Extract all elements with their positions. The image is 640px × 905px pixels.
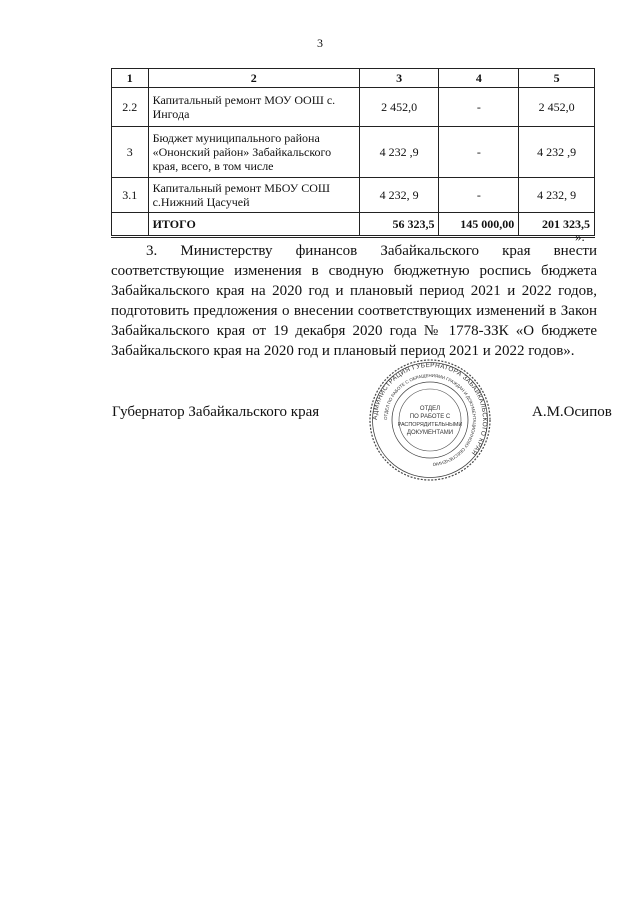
- table-row: [112, 88, 595, 127]
- row-value-4: -: [439, 88, 519, 127]
- row-value-3: 2 452,0: [359, 88, 439, 127]
- column-header: 4: [439, 69, 519, 88]
- official-stamp: [368, 358, 492, 482]
- stamp-line-2: ПО РАБОТЕ С: [409, 414, 451, 420]
- signatory-name: А.М.Осипов: [532, 404, 612, 420]
- table-header-row: [112, 69, 595, 88]
- column-header: 5: [519, 69, 595, 88]
- closing-quote: ».: [575, 229, 585, 244]
- column-header: 1: [112, 69, 149, 88]
- row-name: Бюджет муниципального района «Ононский район» Забайкальского края, всего, в том числе: [148, 127, 359, 178]
- budget-table: [111, 68, 595, 238]
- table-total-row: [112, 213, 595, 237]
- total-value-3: 56 323,5: [359, 213, 439, 237]
- row-value-5: 4 232 ,9: [519, 127, 595, 178]
- stamp-line-1: ОТДЕЛ: [419, 406, 441, 412]
- column-header: 3: [359, 69, 439, 88]
- signatory-position: Губернатор Забайкальского края: [112, 404, 320, 420]
- table-row: [112, 127, 595, 178]
- row-value-3: 4 232, 9: [359, 178, 439, 213]
- column-header: 2: [148, 69, 359, 88]
- paragraph-3: 3. Министерству финансов Забайкальского края внести соответствующие изменения в сводную бюджетную роспись бюджета Забайкальского края на 2020 год и плановый период 2021 и 2022 годов, подготовить предложения о внесении соответствующих изменений в Закон Забайкальского края от 19 декабря 2020 года № 1778-ЗЗК «О бюджете Забайкальского края на 2020 год и плановый период 2021 и 2022 годов».: [111, 243, 597, 359]
- row-name: Капитальный ремонт МБОУ СОШ с.Нижний Цасучей: [148, 178, 359, 213]
- row-value-5: 4 232, 9: [519, 178, 595, 213]
- total-value-5: 201 323,5: [519, 213, 595, 237]
- row-value-5: 2 452,0: [519, 88, 595, 127]
- stamp-outer-text: АДМИНИСТРАЦИЯ ГУБЕРНАТОРА ЗАБАЙКАЛЬСКОГО КРАЯ: [371, 361, 489, 457]
- table-row: [112, 178, 595, 213]
- stamp-inner-text: ОТДЕЛ ПО РАБОТЕ С ОБРАЩЕНИЯМИ ГРАЖДАН И ДОКУМЕНТАЦИОННОМУ ОБЕСПЕЧЕНИЮ: [382, 372, 478, 467]
- stamp-line-3: РАСПОРЯДИТЕЛЬНЫМИ: [397, 422, 463, 428]
- row-number: 2.2: [112, 88, 149, 127]
- total-number: [112, 213, 149, 237]
- row-number: 3: [112, 127, 149, 178]
- row-name: Капитальный ремонт МОУ ООШ с. Ингода: [148, 88, 359, 127]
- total-label: ИТОГО: [148, 213, 359, 237]
- page-number: 3: [317, 36, 323, 50]
- row-value-3: 4 232 ,9: [359, 127, 439, 178]
- total-value-4: 145 000,00: [439, 213, 519, 237]
- row-value-4: -: [439, 127, 519, 178]
- stamp-line-4: ДОКУМЕНТАМИ: [406, 430, 454, 436]
- row-value-4: -: [439, 178, 519, 213]
- svg-text:ОТДЕЛ ПО РАБОТЕ С ОБРАЩЕНИЯМИ: [383, 373, 477, 467]
- row-number: 3.1: [112, 178, 149, 213]
